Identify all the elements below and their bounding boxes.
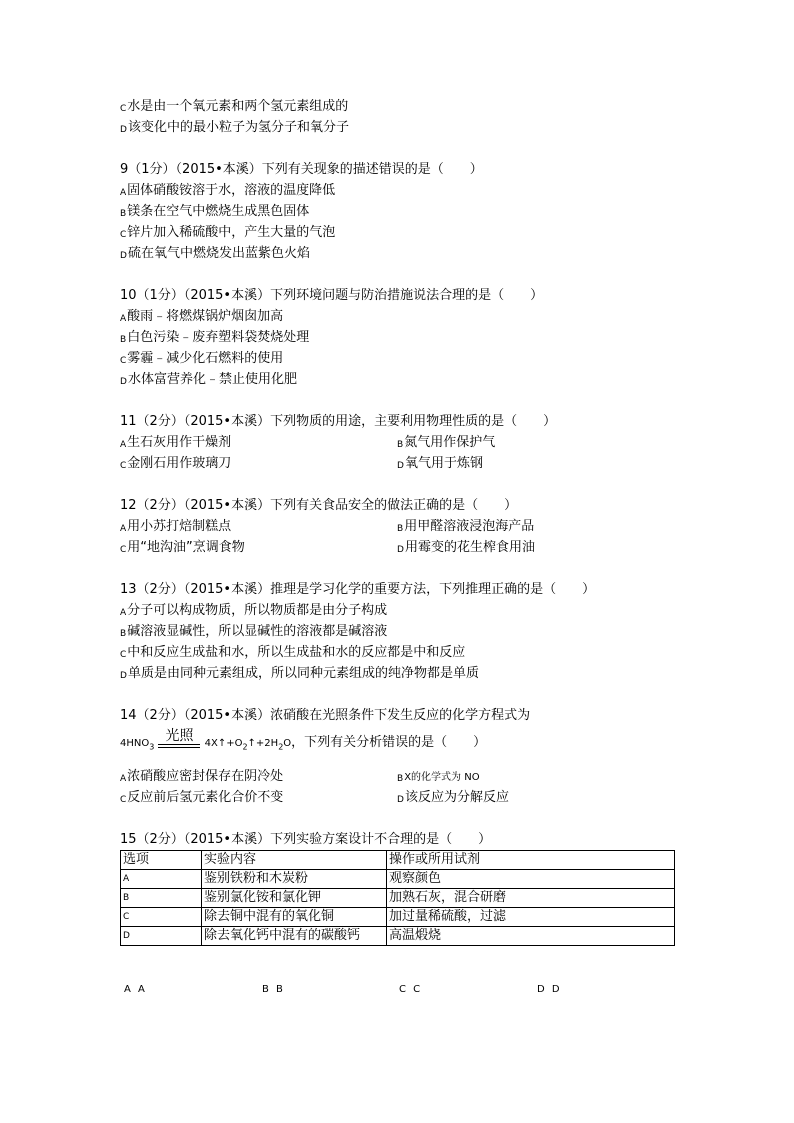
q11-stem: 11（2分）（2015•本溪）下列物质的用途，主要利用物理性质的是（ ） xyxy=(120,414,557,429)
table-header-cell: 操作或所用试剂 xyxy=(387,851,675,870)
q8-option-c: C水是由一个氧元素和两个氢元素组成的 xyxy=(120,99,349,114)
q10-stem: 10（1分）（2015•本溪）下列环境问题与防治措施说法合理的是（ ） xyxy=(120,288,544,303)
table-header-cell: 实验内容 xyxy=(202,851,387,870)
table-row xyxy=(121,908,675,927)
table-cell: A xyxy=(121,870,202,889)
table-row xyxy=(121,927,675,946)
table-header-row xyxy=(121,851,675,870)
q15-answer-d: D D xyxy=(537,984,562,995)
q14-equation: $4HNO_3$ 光照 $4X↑+O_2↑+2H_2O$，下列有关分析错误的是（ ） xyxy=(120,728,487,752)
q9-option-a: A固体硝酸铵溶于水，溶液的温度降低 xyxy=(120,183,336,198)
table-cell: 鉴别铁粉和木炭粉 xyxy=(202,870,387,889)
q12-option-c: C用“地沟油”烹调食物 xyxy=(120,540,245,555)
q13-stem: 13（2分）（2015•本溪）推理是学习化学的重要方法，下列推理正确的是（ ） xyxy=(120,582,596,597)
q11-option-a: A生石灰用作干燥剂 xyxy=(120,435,232,450)
q11-option-d: D氧气用于炼钢 xyxy=(397,456,483,471)
table-cell: D xyxy=(121,927,202,946)
table-header-cell: 选项 xyxy=(121,851,202,870)
table-cell: B xyxy=(121,889,202,908)
table-cell: 观察颜色 xyxy=(387,870,675,889)
table-cell: 加过量稀硫酸，过滤 xyxy=(387,908,675,927)
q13-option-a: A分子可以构成物质，所以物质都是由分子构成 xyxy=(120,603,388,618)
q9-option-b: B镁条在空气中燃烧生成黑色固体 xyxy=(120,204,310,219)
q9-stem: 9（1分）（2015•本溪）下列有关现象的描述错误的是（ ） xyxy=(120,162,483,177)
table-row xyxy=(121,870,675,889)
q15-stem: 15（2分）（2015•本溪）下列实验方案设计不合理的是（ ） xyxy=(120,832,492,847)
table-cell: 高温煅烧 xyxy=(387,927,675,946)
table-cell: 除去铜中混有的氧化铜 xyxy=(202,908,387,927)
table-cell: 鉴别氯化铵和氯化钾 xyxy=(202,889,387,908)
q15-answer-c: C C xyxy=(399,984,423,995)
table-row xyxy=(121,889,675,908)
q14-option-d: D该反应为分解反应 xyxy=(397,790,509,805)
q11-option-c: C金刚石用作玻璃刀 xyxy=(120,456,232,471)
q10-option-b: B白色污染﹣废弃塑料袋焚烧处理 xyxy=(120,330,310,345)
q11-option-b: B氮气用作保护气 xyxy=(397,435,496,450)
q9-option-d: D硫在氧气中燃烧发出蓝紫色火焰 xyxy=(120,246,310,261)
q10-option-c: C雾霾﹣减少化石燃料的使用 xyxy=(120,351,284,366)
q12-option-a: A用小苏打焙制糕点 xyxy=(120,519,232,534)
q15-table xyxy=(120,850,675,946)
q13-option-b: B碱溶液显碱性，所以显碱性的溶液都是碱溶液 xyxy=(120,624,388,639)
q15-answer-a: A A xyxy=(124,984,147,995)
table-cell: 除去氧化钙中混有的碳酸钙 xyxy=(202,927,387,946)
q12-option-b: B用甲醛溶液浸泡海产品 xyxy=(397,519,535,534)
q13-option-c: C中和反应生成盐和水，所以生成盐和水的反应都是中和反应 xyxy=(120,645,466,660)
q12-option-d: D用霉变的花生榨食用油 xyxy=(397,540,535,555)
reaction-condition: 光照 xyxy=(158,735,200,750)
q14-stem: 14（2分）（2015•本溪）浓硝酸在光照条件下发生反应的化学方程式为 xyxy=(120,708,531,723)
table-cell: C xyxy=(121,908,202,927)
q14-option-a: A浓硝酸应密封保存在阴冷处 xyxy=(120,769,284,784)
q12-stem: 12（2分）（2015•本溪）下列有关食品安全的做法正确的是（ ） xyxy=(120,498,518,513)
q8-option-d: D该变化中的最小粒子为氢分子和氧分子 xyxy=(120,120,349,135)
q13-option-d: D单质是由同种元素组成，所以同种元素组成的纯净物都是单质 xyxy=(120,666,479,681)
q14-option-b: BX的化学式为 NO xyxy=(397,772,480,784)
q10-option-a: A酸雨﹣将燃煤锅炉烟囱加高 xyxy=(120,309,284,324)
table-cell: 加熟石灰，混合研磨 xyxy=(387,889,675,908)
q10-option-d: D水体富营养化﹣禁止使用化肥 xyxy=(120,372,297,387)
q14-option-c: C反应前后氢元素化合价不变 xyxy=(120,790,284,805)
q15-answer-b: B B xyxy=(262,984,285,995)
q9-option-c: C锌片加入稀硫酸中，产生大量的气泡 xyxy=(120,225,336,240)
